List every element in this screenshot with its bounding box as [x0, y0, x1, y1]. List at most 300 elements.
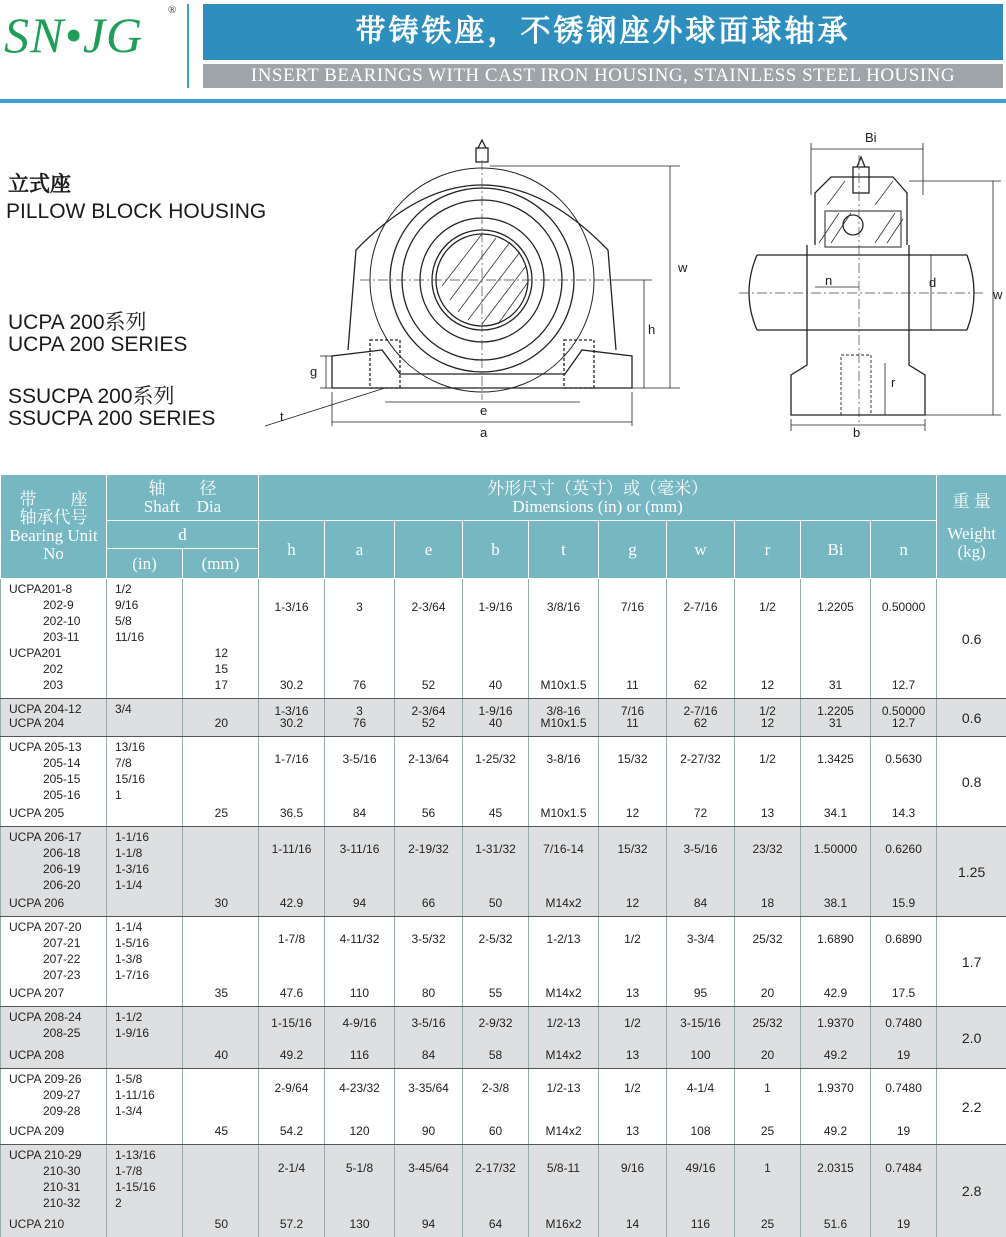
- dim-mm-value: 42.9: [823, 986, 848, 1000]
- shaft-in-list: [111, 737, 178, 825]
- dim-cell-w: [667, 1069, 735, 1145]
- shaft-mm-list: [187, 699, 254, 735]
- dim-in-value: 0.6890: [885, 932, 922, 946]
- dim-mm-value: 12: [760, 678, 775, 692]
- shaft-in-list: [111, 1145, 178, 1236]
- unit-no: 202: [43, 662, 64, 676]
- dim-values: [399, 737, 458, 825]
- header-dim-t: t: [529, 521, 599, 579]
- unit-no: UCPA 210: [9, 1217, 65, 1231]
- unit-no: UCPA 207: [9, 986, 65, 1000]
- label-d: d: [929, 275, 937, 290]
- front-view-diagram: [260, 130, 700, 450]
- unit-list: [5, 827, 102, 915]
- dim-cell-b: [463, 579, 529, 699]
- shaft-in-list: [111, 917, 178, 1005]
- dim-cell-w: [667, 827, 735, 917]
- dim-in-value: 2-7/16: [683, 600, 718, 614]
- housing-title-cn: 立式座: [8, 172, 71, 196]
- dim-mm-value: 76: [352, 716, 367, 730]
- dim-values: [329, 1145, 390, 1236]
- unit-no: UCPA 207-20: [9, 920, 82, 934]
- dim-mm-value: 57.2: [279, 1217, 304, 1231]
- dim-cell-bi: [801, 699, 871, 737]
- dim-values: [875, 579, 932, 697]
- shaft-in-cell: [107, 699, 183, 737]
- dim-cell-r: [735, 737, 801, 827]
- dim-in-value: 4-23/32: [339, 1081, 380, 1095]
- dim-cell-bi: [801, 917, 871, 1007]
- unit-list: [5, 579, 102, 697]
- dim-cell-n: [871, 1007, 937, 1069]
- unit-no: 206-20: [43, 878, 81, 892]
- weight-cell: 0.6: [937, 699, 1006, 737]
- dim-in-value: 2-13/64: [408, 752, 449, 766]
- unit-no: 208-25: [43, 1026, 81, 1040]
- dim-cell-n: [871, 699, 937, 737]
- label-w-side: w: [993, 287, 1003, 302]
- shaft-in: 1-1/8: [115, 846, 143, 860]
- dim-mm-value: 14: [625, 1217, 640, 1231]
- dim-in-value: 2-7/16: [683, 704, 718, 718]
- dim-mm-value: 11: [626, 716, 639, 730]
- dim-values: [263, 579, 320, 697]
- dim-mm-value: 20: [760, 986, 775, 1000]
- shaft-in: 1-3/4: [115, 1104, 143, 1118]
- dim-cell-h: [259, 1145, 325, 1237]
- weight-cell: 0.6: [937, 579, 1006, 699]
- brand-logo: [4, 6, 184, 76]
- label-bi: Bi: [865, 130, 877, 145]
- shaft-mm: 30: [214, 896, 228, 910]
- dim-in-value: 1-11/16: [271, 842, 312, 856]
- shaft-mm: 25: [214, 806, 228, 820]
- dim-cell-t: [529, 1007, 599, 1069]
- shaft-mm-cell: [183, 827, 259, 917]
- dim-mm-value: 19: [896, 1217, 911, 1231]
- header-d: d: [107, 521, 259, 549]
- dim-cell-r: [735, 1145, 801, 1237]
- shaft-in: 1-3/16: [115, 862, 150, 876]
- dim-in-value: 1/2: [759, 752, 776, 766]
- dim-values: [739, 917, 796, 1005]
- dim-values: [263, 917, 320, 1005]
- unit-no: UCPA 204-12: [9, 702, 82, 716]
- dim-in-value: 1-3/16: [274, 600, 309, 614]
- series2-en: SSUCPA 200 SERIES: [8, 407, 216, 430]
- header-unit-en2: No: [43, 543, 64, 563]
- unit-list: [5, 1069, 102, 1143]
- title-chinese: 带铸铁座，不锈钢座外球面球轴承: [203, 4, 1003, 60]
- unit-list: [5, 699, 102, 735]
- dim-values: [399, 1145, 458, 1236]
- dim-in-value: 1-25/32: [475, 752, 516, 766]
- dim-cell-t: [529, 917, 599, 1007]
- dim-values: [467, 827, 524, 915]
- header-weight-en1: Weight: [947, 523, 996, 543]
- dim-in-value: 1-31/32: [475, 842, 516, 856]
- dim-cell-b: [463, 1145, 529, 1237]
- dim-in-value: 1-9/16: [478, 600, 513, 614]
- dim-in-value: 1/2: [624, 1081, 641, 1095]
- dim-cell-w: [667, 1007, 735, 1069]
- dim-in-value: 2-3/64: [411, 704, 446, 718]
- unit-no: 210-31: [43, 1180, 81, 1194]
- shaft-in: 11/16: [115, 630, 145, 644]
- dim-cell-b: [463, 737, 529, 827]
- dim-values: [603, 1007, 662, 1067]
- dim-in-value: 1-15/16: [271, 1016, 312, 1030]
- dim-mm-value: 20: [760, 1048, 775, 1062]
- unit-list: [5, 917, 102, 1005]
- dim-in-value: 0.7484: [885, 1161, 922, 1175]
- shaft-mm: 35: [214, 986, 228, 1000]
- dim-cell-g: [599, 737, 667, 827]
- header-rule: [0, 99, 1006, 103]
- shaft-in-cell: [107, 579, 183, 699]
- shaft-in-cell: [107, 1069, 183, 1145]
- dim-mm-value: 56: [421, 806, 436, 820]
- label-w: w: [678, 260, 688, 275]
- dim-cell-bi: [801, 1069, 871, 1145]
- dim-cell-bi: [801, 827, 871, 917]
- dim-values: [329, 917, 390, 1005]
- dim-values: [399, 1069, 458, 1143]
- dim-cell-b: [463, 699, 529, 737]
- shaft-mm-cell: [183, 579, 259, 699]
- dim-in-value: 1.9370: [817, 1081, 854, 1095]
- header-unit-cn2: 轴承代号: [19, 507, 88, 527]
- header-weight-en2: (kg): [957, 541, 986, 561]
- shaft-in: 1-5/16: [115, 936, 150, 950]
- unit-no: UCPA 209-26: [9, 1072, 82, 1086]
- dim-mm-value: 49.2: [279, 1048, 304, 1062]
- shaft-mm: 20: [214, 716, 228, 730]
- shaft-in-list: [111, 699, 178, 735]
- dim-in-value: 2-9/32: [478, 1016, 513, 1030]
- dim-values: [875, 1145, 932, 1236]
- dim-values: [467, 1145, 524, 1236]
- header: [0, 0, 1006, 104]
- dim-mm-value: M14x2: [545, 1124, 582, 1138]
- unit-no: 206-18: [43, 846, 81, 860]
- dim-mm-value: 12: [625, 806, 640, 820]
- shaft-in: 1-13/16: [115, 1148, 156, 1162]
- shaft-mm-cell: [183, 1007, 259, 1069]
- dim-mm-value: 84: [421, 1048, 436, 1062]
- dim-mm-value: 49.2: [823, 1048, 848, 1062]
- unit-no: UCPA201-8: [9, 582, 73, 596]
- dim-cell-e: [395, 917, 463, 1007]
- dim-cell-bi: [801, 737, 871, 827]
- dim-cell-h: [259, 699, 325, 737]
- dim-values: [603, 737, 662, 825]
- dim-values: [603, 579, 662, 697]
- dim-cell-a: [325, 1145, 395, 1237]
- dim-mm-value: 12: [625, 896, 640, 910]
- shaft-mm-list: [187, 1145, 254, 1236]
- dim-values: [603, 917, 662, 1005]
- dim-values: [739, 827, 796, 915]
- unit-no: 202-9: [43, 598, 74, 612]
- dim-in-value: 1/2: [759, 704, 776, 718]
- dim-cell-h: [259, 579, 325, 699]
- dim-cell-g: [599, 917, 667, 1007]
- dim-cell-h: [259, 917, 325, 1007]
- series2-cn: SSUCPA 200系列: [8, 385, 175, 408]
- shaft-mm-list: [187, 827, 254, 915]
- header-dim-w: w: [667, 521, 735, 579]
- bearing-spec-table: [0, 474, 1006, 1237]
- weight-cell: 2.8: [937, 1145, 1006, 1237]
- weight-cell: 1.7: [937, 917, 1006, 1007]
- dim-mm-value: 19: [896, 1048, 911, 1062]
- dim-mm-value: 130: [349, 1217, 370, 1231]
- dim-cell-w: [667, 917, 735, 1007]
- shaft-in: 1-9/16: [115, 1026, 150, 1040]
- dim-values: [671, 737, 730, 825]
- table-row: [1, 1007, 1006, 1069]
- series1-en: UCPA 200 SERIES: [8, 333, 188, 356]
- dim-values: [533, 917, 594, 1005]
- dim-cell-e: [395, 1069, 463, 1145]
- unit-cell: [1, 917, 107, 1007]
- label-r: r: [891, 375, 896, 390]
- dim-in-value: 1-7/8: [277, 932, 306, 946]
- label-e: e: [480, 403, 488, 418]
- dim-in-value: 23/32: [752, 842, 783, 856]
- dim-cell-a: [325, 1069, 395, 1145]
- header-in: (in): [107, 549, 183, 579]
- weight-cell: 0.8: [937, 737, 1006, 827]
- dim-in-value: 4-9/16: [342, 1016, 377, 1030]
- dim-cell-g: [599, 827, 667, 917]
- dim-in-value: 3-11/16: [339, 842, 380, 856]
- dim-values: [603, 1069, 662, 1143]
- dim-in-value: 3-5/16: [683, 842, 718, 856]
- dim-values: [805, 917, 866, 1005]
- dim-values: [671, 1007, 730, 1067]
- dim-mm-value: 49.2: [823, 1124, 848, 1138]
- unit-no: 205-14: [43, 756, 81, 770]
- dim-cell-bi: [801, 1145, 871, 1237]
- dim-values: [467, 699, 524, 735]
- dim-cell-r: [735, 1069, 801, 1145]
- dim-mm-value: 90: [421, 1124, 436, 1138]
- shaft-mm-cell: [183, 917, 259, 1007]
- dim-mm-value: 55: [488, 986, 503, 1000]
- dim-cell-w: [667, 579, 735, 699]
- dim-cell-r: [735, 1007, 801, 1069]
- dim-values: [739, 1069, 796, 1143]
- shaft-in: 2: [115, 1196, 122, 1210]
- unit-no: 206-19: [43, 862, 81, 876]
- dim-cell-g: [599, 1069, 667, 1145]
- header-dim-h: h: [259, 521, 325, 579]
- dim-in-value: 1/2-13: [546, 1016, 581, 1030]
- dim-cell-t: [529, 1145, 599, 1237]
- dim-mm-value: 64: [488, 1217, 503, 1231]
- weight-cell: 1.25: [937, 827, 1006, 917]
- shaft-in: 1-1/16: [115, 830, 150, 844]
- dim-in-value: 0.6260: [885, 842, 922, 856]
- dim-in-value: 3-8/16: [546, 752, 581, 766]
- label-a: a: [480, 425, 488, 440]
- unit-list: [5, 1007, 102, 1067]
- dim-cell-w: [667, 1145, 735, 1237]
- unit-cell: [1, 1007, 107, 1069]
- shaft-in: 9/16: [115, 598, 139, 612]
- dim-mm-value: 18: [760, 896, 775, 910]
- dim-in-value: 7/16-14: [543, 842, 584, 856]
- table-row: [1, 737, 1006, 827]
- unit-cell: [1, 737, 107, 827]
- dim-values: [329, 737, 390, 825]
- dim-in-value: 3-5/16: [411, 1016, 446, 1030]
- dim-cell-b: [463, 1069, 529, 1145]
- dim-in-value: 0.7480: [885, 1081, 922, 1095]
- dim-cell-a: [325, 579, 395, 699]
- dim-in-value: 2-17/32: [475, 1161, 516, 1175]
- header-dim-e: e: [395, 521, 463, 579]
- dim-in-value: 5/8-11: [546, 1161, 581, 1175]
- dim-values: [399, 1007, 458, 1067]
- label-h: h: [648, 322, 656, 337]
- dim-in-value: 0.50000: [881, 600, 926, 614]
- shaft-mm: 15: [214, 662, 228, 676]
- unit-list: [5, 1145, 102, 1236]
- dim-cell-r: [735, 579, 801, 699]
- header-unit-en1: Bearing Unit: [9, 525, 98, 545]
- dim-in-value: 3/8/16: [546, 600, 581, 614]
- series1-cn: UCPA 200系列: [8, 311, 147, 334]
- unit-no: UCPA 205-13: [9, 740, 82, 754]
- shaft-in: 3/4: [115, 702, 132, 716]
- dim-in-value: 7/16: [620, 600, 645, 614]
- dim-cell-g: [599, 1145, 667, 1237]
- shaft-in-cell: [107, 1145, 183, 1237]
- dim-in-value: 0.5630: [885, 752, 922, 766]
- dim-mm-value: 95: [693, 986, 708, 1000]
- dim-mm-value: 40: [488, 716, 503, 730]
- dim-mm-value: 15.9: [891, 896, 916, 910]
- dim-in-value: 1: [764, 1081, 771, 1095]
- dim-values: [805, 1145, 866, 1236]
- shaft-mm-cell: [183, 1069, 259, 1145]
- dim-cell-n: [871, 917, 937, 1007]
- header-weight-cn: 重 量: [952, 491, 991, 511]
- dim-in-value: 3-35/64: [408, 1081, 449, 1095]
- label-b: b: [853, 425, 861, 440]
- shaft-in: 1-1/2: [115, 1010, 143, 1024]
- dim-cell-t: [529, 827, 599, 917]
- dim-in-value: 9/16: [620, 1161, 645, 1175]
- dim-mm-value: 17.5: [891, 986, 916, 1000]
- dim-mm-value: 12.7: [891, 716, 916, 730]
- dim-in-value: 1-9/16: [478, 704, 513, 718]
- dim-values: [671, 1145, 730, 1236]
- shaft-mm: 40: [214, 1048, 228, 1062]
- dim-mm-value: 80: [421, 986, 436, 1000]
- dim-in-value: 1.3425: [817, 752, 854, 766]
- dim-cell-t: [529, 737, 599, 827]
- spec-table-body: [1, 579, 1006, 1237]
- dim-values: [739, 737, 796, 825]
- unit-no: 203-11: [43, 630, 80, 644]
- dim-mm-value: 36.5: [279, 806, 304, 820]
- table-row: [1, 827, 1006, 917]
- unit-no: 205-15: [43, 772, 81, 786]
- dim-values: [875, 917, 932, 1005]
- unit-no: 207-22: [43, 952, 81, 966]
- dim-in-value: 1-7/16: [274, 752, 309, 766]
- shaft-mm-list: [187, 1007, 254, 1067]
- shaft-in: 1-3/8: [115, 952, 143, 966]
- dim-values: [263, 699, 320, 735]
- dim-values: [533, 1145, 594, 1236]
- dim-values: [263, 737, 320, 825]
- dim-mm-value: 51.6: [823, 1217, 848, 1231]
- label-g: g: [310, 364, 318, 379]
- shaft-mm: 12: [214, 646, 228, 660]
- dim-in-value: 2-27/32: [680, 752, 721, 766]
- dim-in-value: 1.9370: [817, 1016, 854, 1030]
- dim-cell-e: [395, 699, 463, 737]
- dim-mm-value: M14x2: [545, 896, 582, 910]
- header-divider: [187, 4, 189, 88]
- dim-values: [739, 579, 796, 697]
- dim-in-value: 49/16: [685, 1161, 716, 1175]
- shaft-mm: 50: [214, 1217, 228, 1231]
- header-dim-en: Dimensions (in) or (mm): [512, 496, 683, 516]
- dim-mm-value: 62: [693, 678, 708, 692]
- unit-no: 210-32: [43, 1196, 81, 1210]
- dim-in-value: 5-1/8: [345, 1161, 374, 1175]
- dim-mm-value: 54.2: [279, 1124, 304, 1138]
- dim-cell-h: [259, 737, 325, 827]
- shaft-in-list: [111, 1007, 178, 1067]
- dim-values: [467, 579, 524, 697]
- unit-cell: [1, 1069, 107, 1145]
- dim-cell-e: [395, 579, 463, 699]
- dim-cell-n: [871, 827, 937, 917]
- dim-mm-value: M16x2: [545, 1217, 582, 1231]
- dim-cell-e: [395, 1007, 463, 1069]
- dim-values: [263, 1145, 320, 1236]
- dim-cell-w: [667, 699, 735, 737]
- table-row: [1, 917, 1006, 1007]
- dim-mm-value: 94: [352, 896, 367, 910]
- header-dim-b: b: [463, 521, 529, 579]
- label-t: t: [280, 409, 284, 424]
- dim-values: [399, 827, 458, 915]
- dim-mm-value: 25: [760, 1217, 775, 1231]
- dim-values: [875, 1007, 932, 1067]
- dim-mm-value: 72: [693, 806, 708, 820]
- dim-mm-value: 12.7: [891, 678, 916, 692]
- dim-cell-g: [599, 579, 667, 699]
- title-english: INSERT BEARINGS WITH CAST IRON HOUSING, STAINLESS STEEL HOUSING: [203, 64, 1003, 88]
- dim-values: [671, 699, 730, 735]
- dim-in-value: 2.0315: [817, 1161, 854, 1175]
- header-shaft: [107, 475, 259, 521]
- dim-cell-bi: [801, 579, 871, 699]
- unit-no: 210-30: [43, 1164, 81, 1178]
- dim-values: [603, 1145, 662, 1236]
- dim-values: [533, 1007, 594, 1067]
- dim-mm-value: 30.2: [279, 678, 304, 692]
- dim-values: [805, 579, 866, 697]
